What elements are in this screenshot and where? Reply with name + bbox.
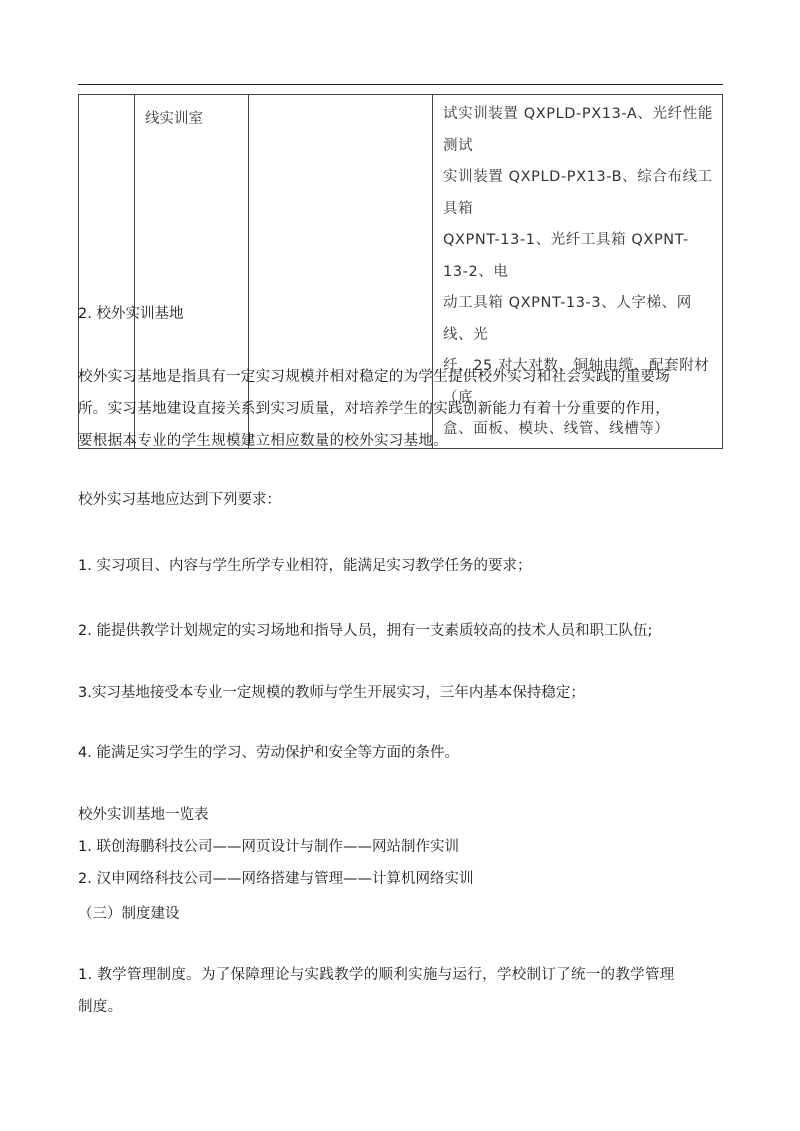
list-item: 2. 汉申网络科技公司——网络搭建与管理——计算机网络实训 [78, 871, 474, 887]
intro-line: 校外实习基地是指具有一定实习规模并相对稳定的为学生提供校外实习和社会实践的重要场 [78, 369, 670, 385]
requirement-item: 1. 实习项目、内容与学生所学专业相符，能满足实习教学任务的要求； [78, 558, 532, 574]
equipment-line: 纤、25 对大对数、铜轴电缆、配套附材（底 [443, 358, 710, 406]
equipment-line: QXPNT-13-1、光纤工具箱 QXPNT-13-2、电 [443, 232, 689, 280]
system-paragraph [78, 959, 728, 1023]
section-heading-system: （三）制度建设 [78, 906, 180, 922]
list-item: 1. 联创海鹏科技公司——网页设计与制作——网站制作实训 [78, 839, 459, 855]
equipment-line: 实训装置 QXPLD-PX13-B、综合布线工具箱 [443, 169, 713, 217]
requirement-item: 3.实习基地接受本专业一定规模的教师与学生开展实习，三年内基本保持稳定； [78, 685, 585, 701]
list-title: 校外实训基地一览表 [78, 807, 209, 823]
system-line: 制度。 [78, 999, 123, 1015]
equipment-line: 试实训装置 QXPLD-PX13-A、光纤性能测试 [443, 106, 713, 154]
requirements-title: 校外实习基地应达到下列要求： [78, 492, 281, 508]
requirement-item: 4. 能满足实习学生的学习、劳动保护和安全等方面的条件。 [78, 745, 459, 761]
header-rule [78, 84, 723, 85]
equipment-line: 盒、面板、模块、线管、线槽等） [443, 421, 670, 437]
intro-line: 所。实习基地建设直接关系到实习质量，对培养学生的实践创新能力有着十分重要的作用， [78, 401, 670, 417]
system-line: 1. 教学管理制度。为了保障理论与实践教学的顺利实施与运行，学校制订了统一的教学管理 [78, 967, 675, 983]
table-cell-room: 线实训室 [135, 95, 249, 449]
section-heading-offcampus: 2. 校外实训基地 [78, 306, 184, 322]
equipment-line: 动工具箱 QXPNT-13-3、人字梯、网线、光 [443, 295, 692, 343]
requirement-item: 2. 能提供教学计划规定的实习场地和指导人员，拥有一支素质较高的技术人员和职工队伍; [78, 623, 653, 639]
intro-line: 要根据本专业的学生规模建立相应数量的校外实习基地。 [78, 433, 448, 449]
intro-paragraph [78, 361, 728, 457]
